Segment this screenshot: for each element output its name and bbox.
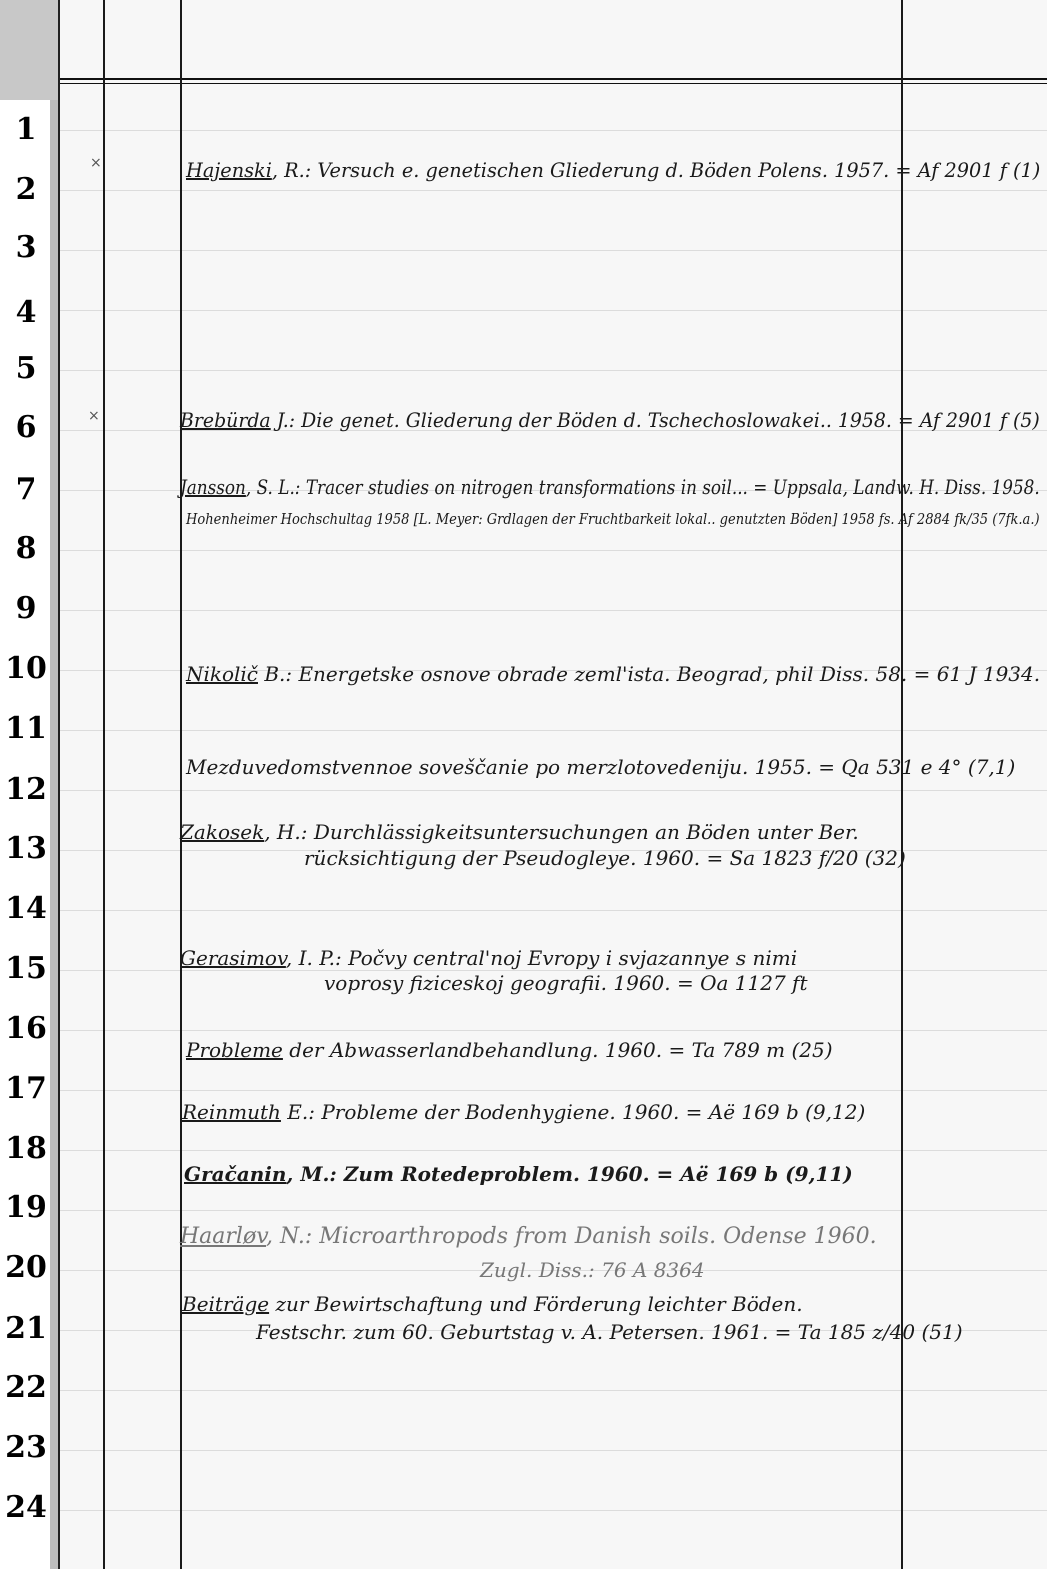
row-number: 13 — [5, 831, 47, 866]
row-number: 15 — [5, 951, 47, 986]
gutter-edge — [50, 100, 58, 1569]
catalog-entry — [324, 971, 807, 995]
entry-text: Hohenheimer Hochschultag 1958 [L. Meyer: Grdlagen der Fruchtbarkeit lokal.. genutzten Böden] 1958 fs. Af 2884 fk/35 (7fk.a.) — [186, 510, 1040, 528]
entry-author: Gračanin — [184, 1162, 287, 1186]
catalog-entry — [182, 1292, 803, 1316]
entry-author: Reinmuth — [182, 1100, 281, 1124]
entry-author: Probleme — [186, 1038, 283, 1062]
row-number: 1 — [15, 112, 37, 147]
catalog-entry — [256, 1320, 963, 1344]
row-number: 11 — [5, 711, 47, 746]
ruled-line — [60, 1030, 1047, 1031]
catalog-entry — [184, 1162, 853, 1186]
row-number: 14 — [5, 891, 47, 926]
catalog-entry — [182, 1100, 865, 1124]
row-number: 10 — [5, 651, 47, 686]
ruled-line — [60, 730, 1047, 731]
row-number: 5 — [15, 351, 37, 386]
entry-author: Haarløv — [180, 1224, 267, 1249]
catalog-entry — [186, 510, 1040, 528]
column-rule — [180, 0, 182, 1569]
margin-mark: × — [90, 155, 102, 171]
entry-text: voprosy fiziceskoj geografii. 1960. = Oa 1127 ft — [324, 971, 808, 995]
entry-text: Festschr. zum 60. Geburtstag v. A. Petersen. 1961. = Ta 185 z/40 (51) — [256, 1320, 963, 1344]
entry-text: B.: Energetske osnove obrade zeml'ista. Beograd, phil Diss. 58. = 61 J 1934. — [257, 662, 1041, 686]
ruled-line — [60, 550, 1047, 551]
catalog-entry — [480, 1258, 705, 1282]
entry-text: rücksichtigung der Pseudogleye. 1960. = Sa 1823 f/20 (32) — [304, 846, 906, 870]
entry-text: , H.: Durchlässigkeitsuntersuchungen an Böden unter Ber. — [264, 820, 859, 844]
row-number: 12 — [5, 772, 47, 807]
column-rule — [103, 0, 105, 1569]
entry-text: , N.: Microarthropods from Danish soils. Odense 1960. — [266, 1224, 877, 1249]
row-number: 16 — [5, 1011, 47, 1046]
catalog-entry — [180, 946, 797, 970]
row-number: 4 — [15, 295, 37, 330]
row-number: 9 — [15, 591, 37, 626]
catalog-entry — [180, 820, 859, 844]
catalog-entry — [186, 158, 1040, 182]
row-number: 17 — [5, 1071, 47, 1106]
entry-text: Mezduvedomstvennoe soveščanie po merzlotovedeniju. 1955. = Qa 531 e 4° (7,1) — [186, 755, 1016, 779]
ruled-line — [60, 1450, 1047, 1451]
catalog-entry — [304, 846, 906, 870]
entry-author: Zakosek — [180, 820, 265, 844]
ruled-line — [60, 1390, 1047, 1391]
ruled-line — [60, 790, 1047, 791]
row-number: 22 — [5, 1370, 47, 1405]
entry-author: Gerasimov — [180, 946, 286, 970]
entry-text: , S. L.: Tracer studies on nitrogen transformations in soil... = Uppsala, Landw. H. Diss. 1958. — [245, 475, 1040, 499]
entry-text: , M.: Zum Rotedeproblem. 1960. = Aë 169 b (9,11) — [286, 1162, 853, 1186]
catalog-entry — [180, 408, 1040, 432]
row-number: 19 — [5, 1190, 47, 1225]
entry-text: , I. P.: Počvy central'noj Evropy i svjazannye s nimi — [285, 946, 798, 970]
entry-author: Hajenski — [186, 158, 272, 182]
catalog-entry — [186, 662, 1040, 686]
row-number: 2 — [15, 172, 37, 207]
row-number: 18 — [5, 1131, 47, 1166]
entry-text: Zugl. Diss.: 76 A 8364 — [480, 1258, 705, 1282]
entry-text: der Abwasserlandbehandlung. 1960. = Ta 789 m (25) — [282, 1038, 833, 1062]
entry-author: Brebürda — [180, 408, 271, 432]
ruled-line — [60, 1210, 1047, 1211]
ruled-line — [60, 250, 1047, 251]
catalog-entry — [186, 755, 1015, 779]
gutter-cap — [0, 0, 58, 100]
entry-text: J.: Die genet. Gliederung der Böden d. Tschechoslowakei.. 1958. = Af 2901 f (5) — [270, 408, 1040, 432]
ruled-line — [60, 1090, 1047, 1091]
ruled-line — [60, 370, 1047, 371]
entry-text: , R.: Versuch e. genetischen Gliederung d. Böden Polens. 1957. = Af 2901 f (1) — [271, 158, 1041, 182]
row-number: 20 — [5, 1250, 47, 1285]
header-rule — [60, 78, 1047, 80]
row-number: 6 — [15, 410, 37, 445]
catalog-entry — [180, 475, 1040, 499]
entry-author: Jansson — [180, 475, 246, 499]
margin-mark: × — [88, 408, 100, 424]
entry-author: Beiträge — [182, 1292, 270, 1316]
row-number: 3 — [15, 230, 37, 265]
catalog-entry — [186, 1038, 833, 1062]
ruled-line — [60, 130, 1047, 131]
row-number: 21 — [5, 1311, 47, 1346]
row-number: 23 — [5, 1430, 47, 1465]
ruled-line — [60, 910, 1047, 911]
entry-text: zur Bewirtschaftung und Förderung leichter Böden. — [269, 1292, 803, 1316]
row-number: 8 — [15, 531, 37, 566]
ruled-line — [60, 310, 1047, 311]
catalog-entry — [180, 1224, 877, 1249]
header-rule — [60, 83, 1047, 84]
ruled-line — [60, 610, 1047, 611]
ruled-line — [60, 1510, 1047, 1511]
row-number: 24 — [5, 1490, 47, 1525]
ruled-line — [60, 190, 1047, 191]
entry-author: Nikolič — [186, 662, 258, 686]
entry-text: E.: Probleme der Bodenhygiene. 1960. = Aë 169 b (9,12) — [280, 1100, 866, 1124]
row-number: 7 — [15, 472, 37, 507]
ruled-line — [60, 1150, 1047, 1151]
